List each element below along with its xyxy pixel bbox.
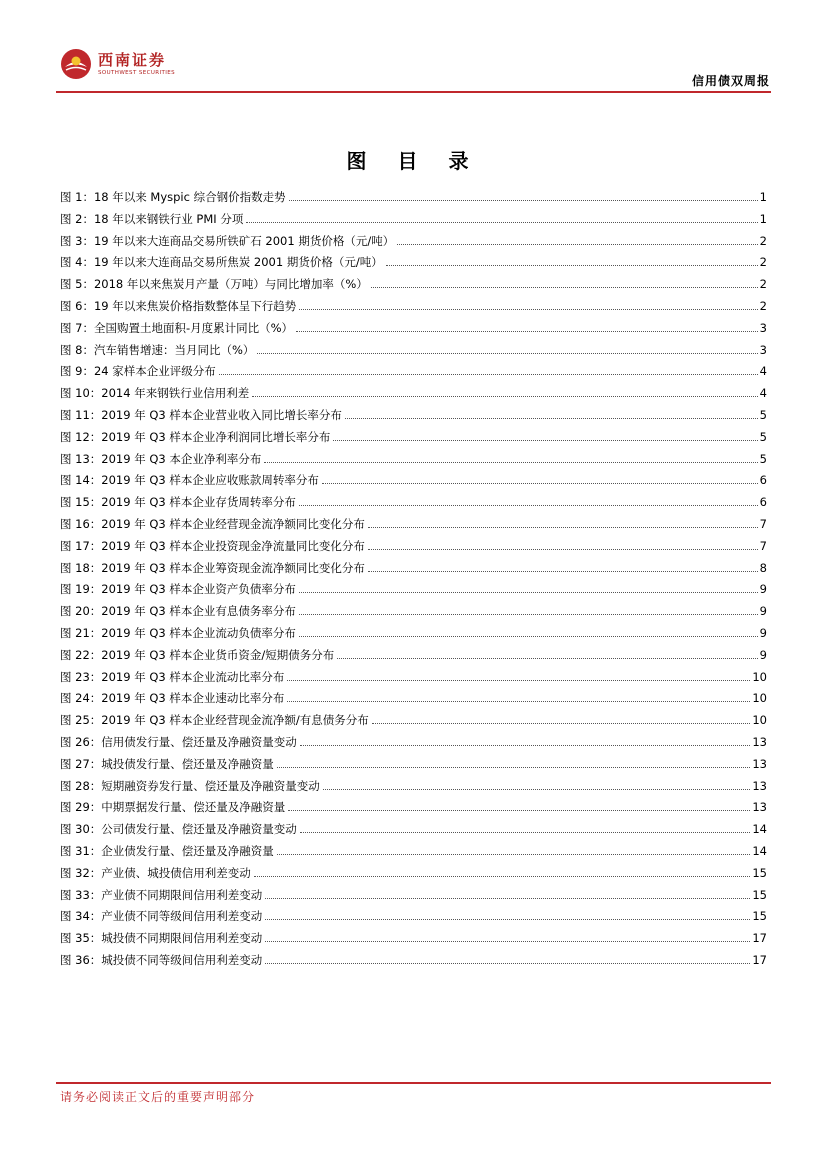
dot-leader (277, 759, 751, 768)
toc-entry[interactable] (60, 799, 767, 821)
toc-entry-page-number: 5 (759, 451, 767, 466)
logo-chinese-name: 西南证券 (98, 51, 167, 69)
dot-leader (323, 781, 751, 790)
report-type-label: 信用债双周报 (691, 74, 770, 88)
toc-entry-label: 图 16：2019 年 Q3 样本企业经营现金流净额同比变化分布 (60, 516, 365, 531)
company-logo (60, 48, 175, 80)
toc-entry-label: 图 17：2019 年 Q3 样本企业投资现金净流量同比变化分布 (60, 538, 365, 553)
toc-entry-page-number: 13 (752, 756, 767, 771)
toc-entry[interactable] (60, 952, 767, 974)
toc-entry[interactable] (60, 625, 767, 647)
toc-entry[interactable] (60, 603, 767, 625)
toc-entry[interactable] (60, 908, 767, 930)
toc-entry-label: 图 15：2019 年 Q3 样本企业存货周转率分布 (60, 495, 296, 510)
toc-entry-label: 图 9：24 家样本企业评级分布 (60, 364, 216, 379)
toc-entry-label: 图 22：2019 年 Q3 样本企业货币资金/短期债务分布 (60, 647, 335, 662)
dot-leader (288, 802, 750, 811)
toc-entry[interactable] (60, 472, 767, 494)
dot-leader (368, 519, 758, 528)
dot-leader (299, 606, 758, 615)
toc-entry-page-number: 17 (752, 952, 767, 967)
toc-entry-page-number: 1 (759, 190, 767, 204)
toc-entry-label: 图 8：汽车销售增速：当月同比（%） (60, 342, 255, 357)
dot-leader (265, 890, 750, 899)
toc-entry-page-number: 15 (752, 887, 767, 902)
toc-entry-label: 图 21：2019 年 Q3 样本企业流动负债率分布 (60, 625, 296, 640)
toc-entry-page-number: 5 (759, 407, 767, 422)
page-header (60, 44, 770, 92)
toc-entry-label: 图 32：产业债、城投债信用利差变动 (60, 865, 251, 880)
dot-leader (368, 563, 758, 572)
dot-leader (264, 454, 757, 463)
dot-leader (287, 693, 750, 702)
dot-leader (257, 345, 757, 354)
dot-leader (299, 628, 758, 637)
toc-entry-page-number: 1 (759, 211, 767, 226)
toc-entry-page-number: 3 (759, 342, 767, 357)
toc-entry[interactable] (60, 865, 767, 887)
toc-entry-label: 图 31：企业债发行量、偿还量及净融资量 (60, 843, 274, 858)
dot-leader (246, 214, 757, 223)
dot-leader (333, 432, 757, 441)
dot-leader (254, 868, 751, 877)
toc-entry-label: 图 12：2019 年 Q3 样本企业净利润同比增长率分布 (60, 429, 331, 444)
toc-entry-page-number: 15 (752, 909, 767, 924)
toc-entry[interactable] (60, 930, 767, 952)
toc-entry-page-number: 13 (752, 778, 767, 793)
toc-entry[interactable] (60, 581, 767, 603)
toc-entry-label: 图 35：城投债不同期限间信用利差变动 (60, 931, 263, 946)
toc-entry[interactable] (60, 712, 767, 734)
toc-title: 图 目 录 (346, 149, 481, 173)
toc-entry[interactable] (60, 734, 767, 756)
toc-entry[interactable] (60, 211, 767, 233)
toc-entry[interactable] (60, 233, 767, 255)
toc-entry[interactable] (60, 516, 767, 538)
toc-entry-page-number: 8 (759, 560, 767, 575)
dot-leader (265, 933, 750, 942)
toc-entry-page-number: 10 (752, 713, 767, 728)
footer-divider (56, 1082, 771, 1084)
dot-leader (287, 672, 750, 681)
toc-entry[interactable] (60, 538, 767, 560)
toc-entry-page-number: 2 (759, 233, 767, 248)
toc-entry-page-number: 4 (759, 364, 767, 379)
toc-entry[interactable] (60, 669, 767, 691)
toc-entry-label: 图 3：19 年以来大连商品交易所铁矿石 2001 期货价格（元/吨） (60, 233, 395, 248)
dot-leader (322, 475, 758, 484)
dot-leader (371, 279, 758, 288)
toc-entry-label: 图 19：2019 年 Q3 样本企业资产负债率分布 (60, 582, 296, 597)
toc-list (60, 189, 767, 974)
dot-leader (372, 715, 751, 724)
toc-entry-page-number: 9 (759, 647, 767, 662)
dot-leader (289, 192, 758, 201)
toc-entry-label: 图 26：信用债发行量、偿还量及净融资量变动 (60, 734, 297, 749)
dot-leader (299, 584, 758, 593)
footer-disclaimer: 请务必阅读正文后的重要声明部分 (60, 1090, 256, 1104)
dot-leader (296, 323, 758, 332)
dot-leader (300, 737, 751, 746)
toc-entry-page-number: 13 (752, 800, 767, 815)
toc-entry-page-number: 7 (759, 538, 767, 553)
dot-leader (397, 236, 757, 245)
toc-entry-page-number: 2 (759, 255, 767, 270)
toc-entry-label: 图 28：短期融资券发行量、偿还量及净融资量变动 (60, 778, 320, 793)
toc-entry[interactable] (60, 778, 767, 800)
toc-entry[interactable] (60, 451, 767, 473)
dot-leader (277, 846, 751, 855)
toc-entry[interactable] (60, 254, 767, 276)
toc-entry-label: 图 10：2014 年来钢铁行业信用利差 (60, 386, 250, 401)
toc-entry-page-number: 15 (752, 865, 767, 880)
toc-entry-label: 图 5：2018 年以来焦炭月产量（万吨）与同比增加率（%） (60, 277, 368, 292)
toc-entry-page-number: 3 (759, 320, 767, 335)
dot-leader (337, 650, 757, 659)
toc-entry[interactable] (60, 560, 767, 582)
toc-entry-page-number: 13 (752, 734, 767, 749)
toc-entry-label: 图 18：2019 年 Q3 样本企业筹资现金流净额同比变化分布 (60, 560, 365, 575)
toc-entry-label: 图 1：18 年以来 Myspic 综合钢价指数走势 (60, 190, 286, 204)
toc-entry-label: 图 6：19 年以来焦炭价格指数整体呈下行趋势 (60, 298, 297, 313)
toc-entry-label: 图 4：19 年以来大连商品交易所焦炭 2001 期货价格（元/吨） (60, 255, 383, 270)
toc-entry-label: 图 11：2019 年 Q3 样本企业营业收入同比增长率分布 (60, 407, 342, 422)
toc-entry-label: 图 30：公司债发行量、偿还量及净融资量变动 (60, 822, 297, 837)
toc-entry-page-number: 14 (752, 822, 767, 837)
toc-entry-label: 图 34：产业债不同等级间信用利差变动 (60, 909, 263, 924)
toc-entry[interactable] (60, 189, 767, 211)
toc-entry[interactable] (60, 407, 767, 429)
toc-entry-page-number: 10 (752, 669, 767, 684)
dot-leader (252, 388, 757, 397)
toc-entry[interactable] (60, 298, 767, 320)
toc-entry-page-number: 4 (759, 386, 767, 401)
toc-entry[interactable] (60, 494, 767, 516)
dot-leader (265, 911, 750, 920)
dot-leader (345, 410, 758, 419)
dot-leader (300, 824, 751, 833)
toc-entry[interactable] (60, 690, 767, 712)
toc-entry-label: 图 7：全国购置土地面积-月度累计同比（%） (60, 320, 294, 335)
header-divider (56, 91, 771, 93)
toc-entry[interactable] (60, 363, 767, 385)
toc-entry-label: 图 13：2019 年 Q3 本企业净利率分布 (60, 451, 262, 466)
dot-leader (219, 366, 758, 375)
dot-leader (265, 955, 750, 964)
toc-entry[interactable] (60, 821, 767, 843)
toc-entry-page-number: 10 (752, 691, 767, 706)
toc-entry-label: 图 20：2019 年 Q3 样本企业有息债务率分布 (60, 604, 296, 619)
toc-entry-page-number: 9 (759, 582, 767, 597)
toc-entry-page-number: 9 (759, 625, 767, 640)
toc-entry-page-number: 7 (759, 516, 767, 531)
toc-entry[interactable] (60, 342, 767, 364)
toc-entry-label: 图 36：城投债不同等级间信用利差变动 (60, 952, 263, 967)
dot-leader (368, 541, 758, 550)
toc-entry-page-number: 9 (759, 604, 767, 619)
dot-leader (386, 257, 758, 266)
toc-entry[interactable] (60, 887, 767, 909)
toc-entry-label: 图 29：中期票据发行量、偿还量及净融资量 (60, 800, 286, 815)
toc-entry-label: 图 2：18 年以来钢铁行业 PMI 分项 (60, 211, 244, 226)
toc-entry[interactable] (60, 756, 767, 778)
toc-entry[interactable] (60, 429, 767, 451)
toc-entry-page-number: 6 (759, 473, 767, 488)
toc-entry[interactable] (60, 647, 767, 669)
toc-entry[interactable] (60, 276, 767, 298)
toc-entry-label: 图 14：2019 年 Q3 样本企业应收账款周转率分布 (60, 473, 319, 488)
toc-entry-label: 图 33：产业债不同期限间信用利差变动 (60, 887, 263, 902)
toc-entry-page-number: 17 (752, 931, 767, 946)
toc-entry-page-number: 6 (759, 495, 767, 510)
dot-leader (299, 301, 757, 310)
toc-entry[interactable] (60, 385, 767, 407)
toc-entry-label: 图 23：2019 年 Q3 样本企业流动比率分布 (60, 669, 285, 684)
toc-entry-label: 图 24：2019 年 Q3 样本企业速动比率分布 (60, 691, 285, 706)
toc-entry-label: 图 25：2019 年 Q3 样本企业经营现金流净额/有息债务分布 (60, 713, 369, 728)
toc-entry-page-number: 2 (759, 277, 767, 292)
toc-entry-label: 图 27：城投债发行量、偿还量及净融资量 (60, 756, 274, 771)
toc-entry-page-number: 5 (759, 429, 767, 444)
toc-entry[interactable] (60, 843, 767, 865)
toc-entry[interactable] (60, 320, 767, 342)
logo-english-name: SOUTHWEST SECURITIES (98, 70, 176, 76)
dot-leader (299, 497, 758, 506)
toc-entry-page-number: 14 (752, 843, 767, 858)
toc-entry-page-number: 2 (759, 298, 767, 313)
sun-logo-icon (60, 48, 92, 80)
